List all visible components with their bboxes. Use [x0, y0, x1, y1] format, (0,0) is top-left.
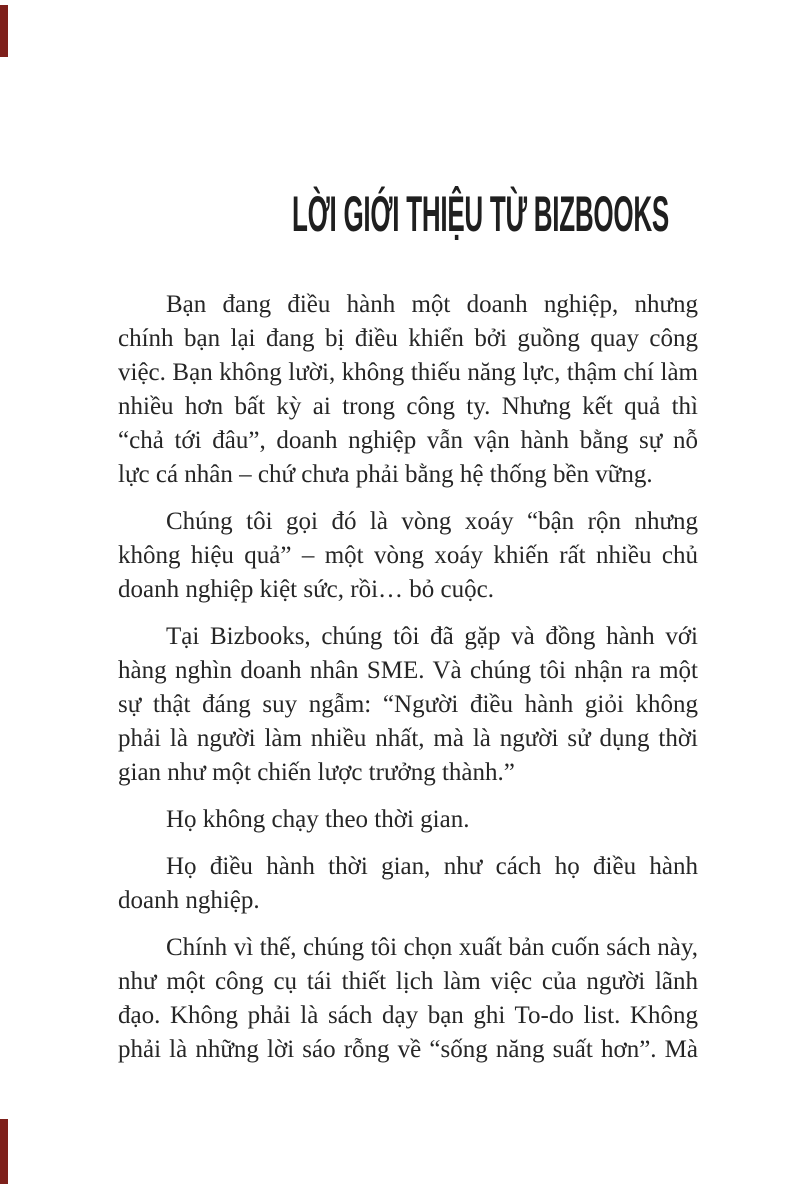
body-line: phải là những lời sáo rỗng về “sống năng suất hơn”. Mà	[118, 1036, 698, 1063]
paragraph	[118, 850, 698, 918]
body-line: việc. Bạn không lười, không thiếu năng lực, thậm chí làm	[118, 359, 698, 386]
body-line: hàng nghìn doanh nhân SME. Và chúng tôi nhận ra một	[118, 657, 698, 684]
chapter-title	[118, 186, 698, 242]
body-line: phải là người làm nhiều nhất, mà là người sử dụng thời	[118, 725, 698, 752]
body-line: sự thật đáng suy ngẫm: “Người điều hành giỏi không	[118, 691, 698, 718]
body-line: “chả tới đâu”, doanh nghiệp vẫn vận hành bằng sự nỗ	[118, 427, 698, 454]
paragraph	[118, 803, 698, 837]
body-line: lực cá nhân – chứ chưa phải bằng hệ thống bền vững.	[118, 461, 653, 488]
body-line: gian như một chiến lược trưởng thành.”	[118, 759, 515, 786]
paragraph	[118, 505, 698, 607]
paragraph	[118, 288, 698, 492]
body-line: doanh nghiệp kiệt sức, rồi… bỏ cuộc.	[118, 576, 494, 603]
body-text	[118, 288, 698, 1080]
body-line: như một công cụ tái thiết lịch làm việc của người lãnh	[118, 968, 698, 995]
page-edge-mark-top	[0, 5, 8, 57]
body-line: Chính vì thế, chúng tôi chọn xuất bản cuốn sách này,	[166, 934, 698, 961]
body-line: doanh nghiệp.	[118, 887, 260, 914]
body-line: Bạn đang điều hành một doanh nghiệp, nhưng	[166, 291, 698, 318]
chapter-title-text: LỜI GIỚI THIỆU TỪ BIZBOOKS	[291, 186, 669, 242]
body-line: Họ điều hành thời gian, như cách họ điều hành	[166, 853, 698, 880]
body-line: nhiều hơn bất kỳ ai trong công ty. Nhưng kết quả thì	[118, 393, 698, 420]
body-line: không hiệu quả” – một vòng xoáy khiến rất nhiều chủ	[118, 542, 698, 569]
body-line: đạo. Không phải là sách dạy bạn ghi To-do list. Không	[118, 1002, 698, 1029]
body-line: Họ không chạy theo thời gian.	[166, 806, 470, 833]
body-line: Tại Bizbooks, chúng tôi đã gặp và đồng hành với	[166, 623, 698, 650]
paragraph	[118, 620, 698, 790]
page-edge-mark-bottom	[0, 1119, 8, 1184]
body-line: Chúng tôi gọi đó là vòng xoáy “bận rộn nhưng	[166, 508, 698, 535]
paragraph	[118, 931, 698, 1067]
body-line: chính bạn lại đang bị điều khiển bởi guồng quay công	[118, 325, 698, 352]
